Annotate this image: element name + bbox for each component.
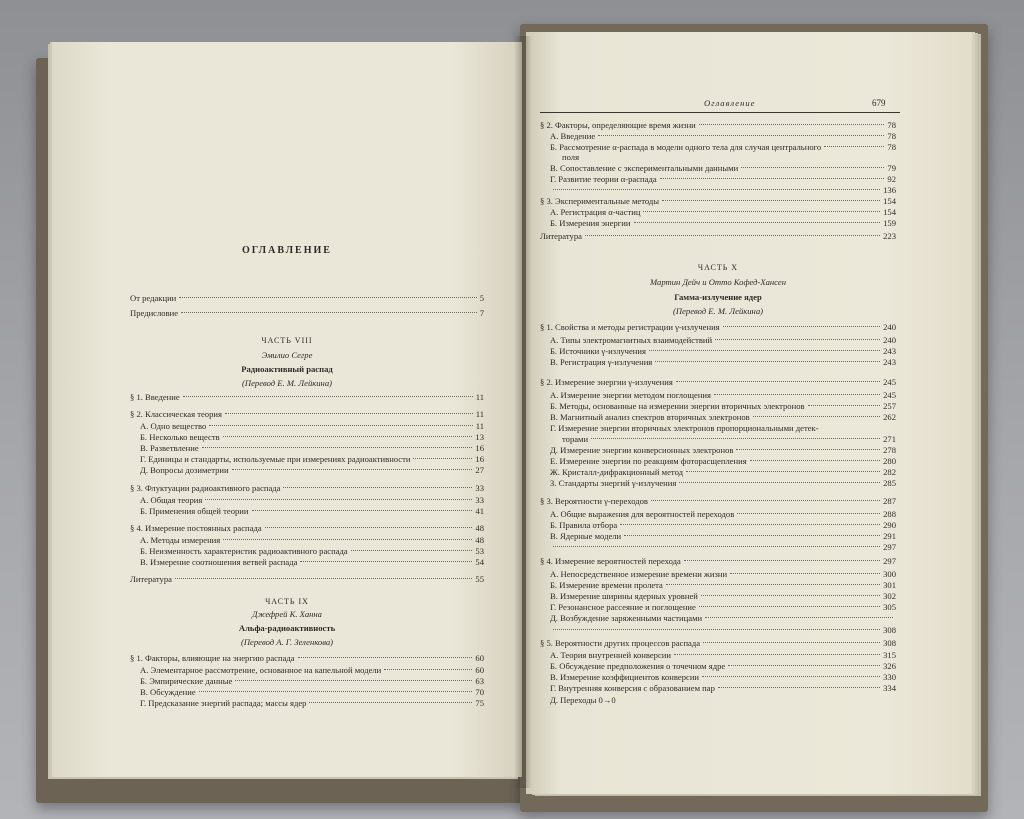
toc-entry: § 4. Измерение постоянных распада 48 <box>130 523 484 533</box>
toc-entry: Г. Внутренняя конверсия с образованием пар 334 <box>550 683 896 693</box>
toc-entry: § 3. Экспериментальные методы 154 <box>540 196 896 206</box>
toc-entry: Г. Измерение энергии вторичных электронов пропорциональными детек- <box>550 423 819 433</box>
toc-entry: Е. Измерение энергии по реакциям фоторасщепления 280 <box>550 456 896 466</box>
toc-entry: А. Типы электромагнитных взаимодействий 240 <box>550 335 896 345</box>
toc-entry: Г. Развитие теории α-распада 92 <box>550 174 896 184</box>
toc-entry: Предисловие 7 <box>130 308 484 318</box>
part-author: Эмилио Сегре <box>261 350 313 360</box>
toc-entry: § 1. Факторы, влияющие на энергию распада 60 <box>130 653 484 663</box>
toc-entry: Г. Резонансное рассеяние и поглощение 305 <box>550 602 896 612</box>
toc-entry: А. Измерение энергии методом поглощения 245 <box>550 390 896 400</box>
toc-entry: § 2. Факторы, определяющие время жизни 78 <box>540 120 896 130</box>
book-gutter <box>514 36 532 788</box>
toc-entry: В. Разветвление 16 <box>140 443 484 453</box>
toc-entry: Ж. Кристалл-дифракционный метод 282 <box>550 467 896 477</box>
toc-entry: А. Элементарное рассмотрение, основанное на капельной модели 60 <box>140 665 484 675</box>
toc-entry: 297 <box>550 542 896 553</box>
toc-entry: § 3. Флуктуации радиоактивного распада 33 <box>130 483 484 493</box>
toc-entry: Б. Источники γ-излучения 243 <box>550 346 896 356</box>
toc-entry: В. Ядерные модели 291 <box>550 531 896 541</box>
toc-entry: § 2. Измерение энергии γ-излучения 245 <box>540 377 896 387</box>
toc-entry: Г. Единицы и стандарты, используемые при измерениях радиоактивности 16 <box>140 454 484 464</box>
toc-entry: А. Теория внутренней конверсии 315 <box>550 650 896 660</box>
running-head: Оглавление <box>704 98 756 108</box>
part-translator: (Перевод Е. М. Лейкина) <box>673 306 763 316</box>
toc-entry: Литература 55 <box>130 574 484 584</box>
toc-entry: 136 <box>550 185 896 196</box>
toc-entry: 308 <box>550 625 896 636</box>
toc-entry: торами 271 <box>562 434 896 444</box>
toc-entry: Б. Применения общей теории 41 <box>140 506 484 516</box>
part-title: Гамма-излучение ядер <box>674 292 762 302</box>
toc-entry: А. Введение 78 <box>550 131 896 141</box>
part-label: ЧАСТЬ X <box>697 263 739 272</box>
toc-entry: Б. Несколько веществ 13 <box>140 432 484 442</box>
part-translator: (Перевод Е. М. Лейкина) <box>242 378 332 388</box>
toc-entry: В. Сопоставление с экспериментальными данными 79 <box>550 163 896 173</box>
part-label: ЧАСТЬ VIII <box>261 336 313 345</box>
toc-entry: А. Общие выражения для вероятностей переходов 288 <box>550 509 896 519</box>
toc-entry: Литература 223 <box>540 231 896 241</box>
toc-entry: А. Регистрация α-частиц 154 <box>550 207 896 217</box>
toc-entry: А. Методы измерения 48 <box>140 535 484 545</box>
toc-entry: § 2. Классическая теория 11 <box>130 409 484 419</box>
toc-entry: А. Общая теория 33 <box>140 495 484 505</box>
toc-entry: Б. Правила отбора 290 <box>550 520 896 530</box>
toc-entry: поля <box>562 152 580 162</box>
toc-entry: Б. Измерение времени пролета 301 <box>550 580 896 590</box>
part-translator: (Перевод А. Г. Зеленкова) <box>240 637 334 647</box>
toc-entry: Д. Вопросы дозиметрии 27 <box>140 465 484 475</box>
right-page <box>526 32 972 794</box>
toc-entry: § 1. Введение 11 <box>130 392 484 402</box>
toc-entry: Б. Обсуждение предположения о точечном ядре 326 <box>550 661 896 671</box>
toc-entry: Б. Методы, основанные на измерении энергии вторичных электронов 257 <box>550 401 896 411</box>
toc-entry: Д. Переходы 0→0 <box>550 695 616 705</box>
toc-entry: В. Обсуждение 70 <box>140 687 484 697</box>
page-number: 679 <box>872 98 886 108</box>
toc-entry: § 3. Вероятности γ-переходов 287 <box>540 496 896 506</box>
toc-entry: В. Измерение коэффициентов конверсии 330 <box>550 672 896 682</box>
toc-entry: В. Магнитный анализ спектров вторичных электронов 262 <box>550 412 896 422</box>
toc-entry: В. Измерение соотношения ветвей распада 54 <box>140 557 484 567</box>
part-label: ЧАСТЬ IX <box>265 597 309 606</box>
toc-entry: Б. Измерения энергии 159 <box>550 218 896 228</box>
toc-entry: А. Одно вещество 11 <box>140 421 484 431</box>
toc-title: ОГЛАВЛЕНИЕ <box>242 245 332 256</box>
toc-entry: З. Стандарты энергий γ-излучения 285 <box>550 478 896 488</box>
toc-entry: От редакции 5 <box>130 293 484 303</box>
toc-entry: В. Регистрация γ-излучения 243 <box>550 357 896 367</box>
part-author: Мартин Дейч и Отто Кофед-Хансен <box>650 277 786 287</box>
toc-entry: Б. Эмпирические данные 63 <box>140 676 484 686</box>
toc-entry: § 1. Свойства и методы регистрации γ-излучения 240 <box>540 322 896 332</box>
header-rule <box>540 112 900 113</box>
part-title: Альфа-радиоактивность <box>238 623 336 633</box>
toc-entry: § 5. Вероятности других процессов распада 308 <box>540 638 896 648</box>
toc-entry: Д. Возбуждение заряженными частицами <box>550 613 896 624</box>
toc-entry: § 4. Измерение вероятностей перехода 297 <box>540 556 896 566</box>
toc-entry: А. Непосредственное измерение времени жизни 300 <box>550 569 896 579</box>
toc-entry: Г. Предсказание энергий распада; массы ядер 75 <box>140 698 484 708</box>
part-title: Радиоактивный распад <box>241 364 333 374</box>
toc-entry: Б. Неизменность характеристик радиоактивного распада 53 <box>140 546 484 556</box>
toc-entry: В. Измерение ширины ядерных уровней 302 <box>550 591 896 601</box>
toc-entry: Д. Измерение энергии конверсионных электронов 278 <box>550 445 896 455</box>
toc-entry: Б. Рассмотрение α-распада в модели одного тела для случая центрального 78 <box>550 142 896 152</box>
left-page <box>52 42 522 777</box>
part-author: Джефрей К. Ханна <box>252 609 322 619</box>
